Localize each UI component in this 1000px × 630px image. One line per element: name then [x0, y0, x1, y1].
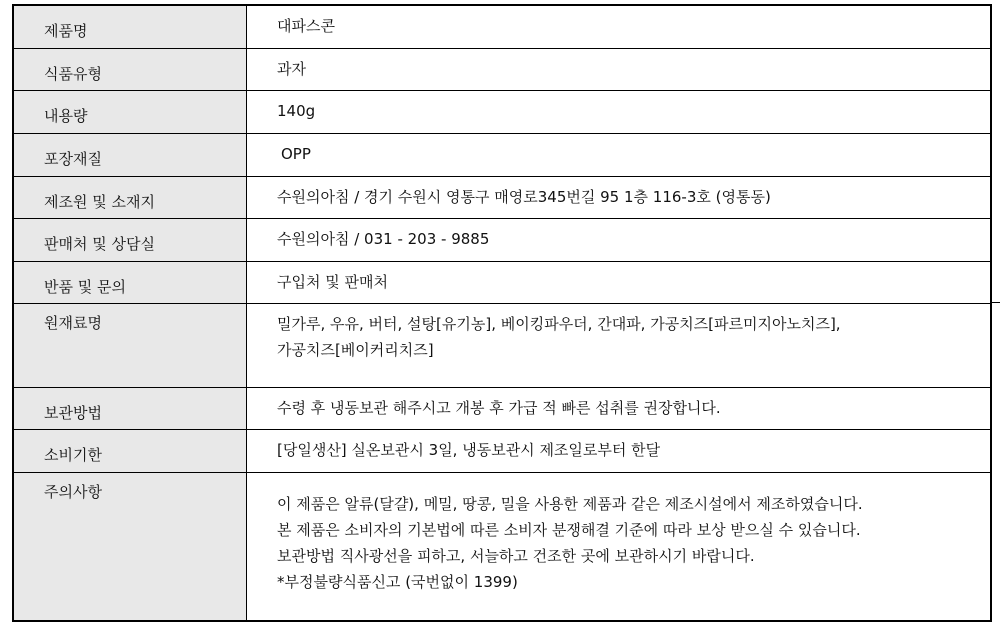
label-packaging: 포장재질	[13, 133, 247, 176]
table-row	[13, 472, 991, 621]
label-cautions: 주의사항	[13, 472, 247, 621]
value-returns: 구입처 및 판매처	[247, 261, 992, 304]
caution-line: *부정불량식품신고 (국번없이 1399)	[277, 572, 518, 591]
ingredients-line: 가공치즈[베이커리치즈]	[277, 341, 434, 360]
label-returns: 반품 및 문의	[13, 261, 247, 304]
label-manufacturer: 제조원 및 소재지	[13, 176, 247, 219]
caution-line: 본 제품은 소비자의 기본법에 따른 소비자 분쟁해결 기준에 따라 보상 받으실 수 있습니다.	[277, 520, 861, 539]
table-row	[13, 133, 991, 176]
table-row	[13, 219, 991, 262]
table-row	[13, 48, 991, 91]
value-food-type: 과자	[247, 48, 992, 91]
value-net-weight: 140g	[247, 91, 992, 134]
label-expiry: 소비기한	[13, 430, 247, 473]
table-row	[13, 304, 991, 387]
product-info-table	[12, 4, 992, 622]
value-seller: 수원의아침 / 031 - 203 - 9885	[247, 219, 992, 262]
value-expiry: [당일생산] 실온보관시 3일, 냉동보관시 제조일로부터 한달	[247, 430, 992, 473]
label-net-weight: 내용량	[13, 91, 247, 134]
table-row	[13, 5, 991, 48]
caution-line: 보관방법 직사광선을 피하고, 서늘하고 건조한 곳에 보관하시기 바랍니다.	[277, 546, 755, 565]
value-cautions	[247, 472, 992, 621]
label-storage: 보관방법	[13, 387, 247, 430]
value-product-name: 대파스콘	[247, 5, 992, 48]
value-storage: 수령 후 냉동보관 해주시고 개봉 후 가급 적 빠른 섭취를 권장합니다.	[247, 387, 992, 430]
label-ingredients: 원재료명	[13, 304, 247, 387]
divider-tick	[992, 302, 1000, 303]
table-row	[13, 430, 991, 473]
label-product-name: 제품명	[13, 5, 247, 48]
table-row	[13, 387, 991, 430]
ingredients-line: 밀가루, 우유, 버터, 설탕[유기농], 베이킹파우더, 간대파, 가공치즈[파르미지아노치즈],	[277, 315, 841, 334]
label-food-type: 식품유형	[13, 48, 247, 91]
caution-line: 이 제품은 알류(달걀), 메밀, 땅콩, 밀을 사용한 제품과 같은 제조시설에서 제조하였습니다.	[277, 494, 863, 513]
table-row	[13, 176, 991, 219]
label-seller: 판매처 및 상담실	[13, 219, 247, 262]
value-ingredients	[247, 304, 992, 387]
table-row	[13, 91, 991, 134]
value-packaging: OPP	[247, 133, 992, 176]
value-manufacturer: 수원의아침 / 경기 수원시 영통구 매영로345번길 95 1층 116-3호 (영통동)	[247, 176, 992, 219]
table-row	[13, 261, 991, 304]
